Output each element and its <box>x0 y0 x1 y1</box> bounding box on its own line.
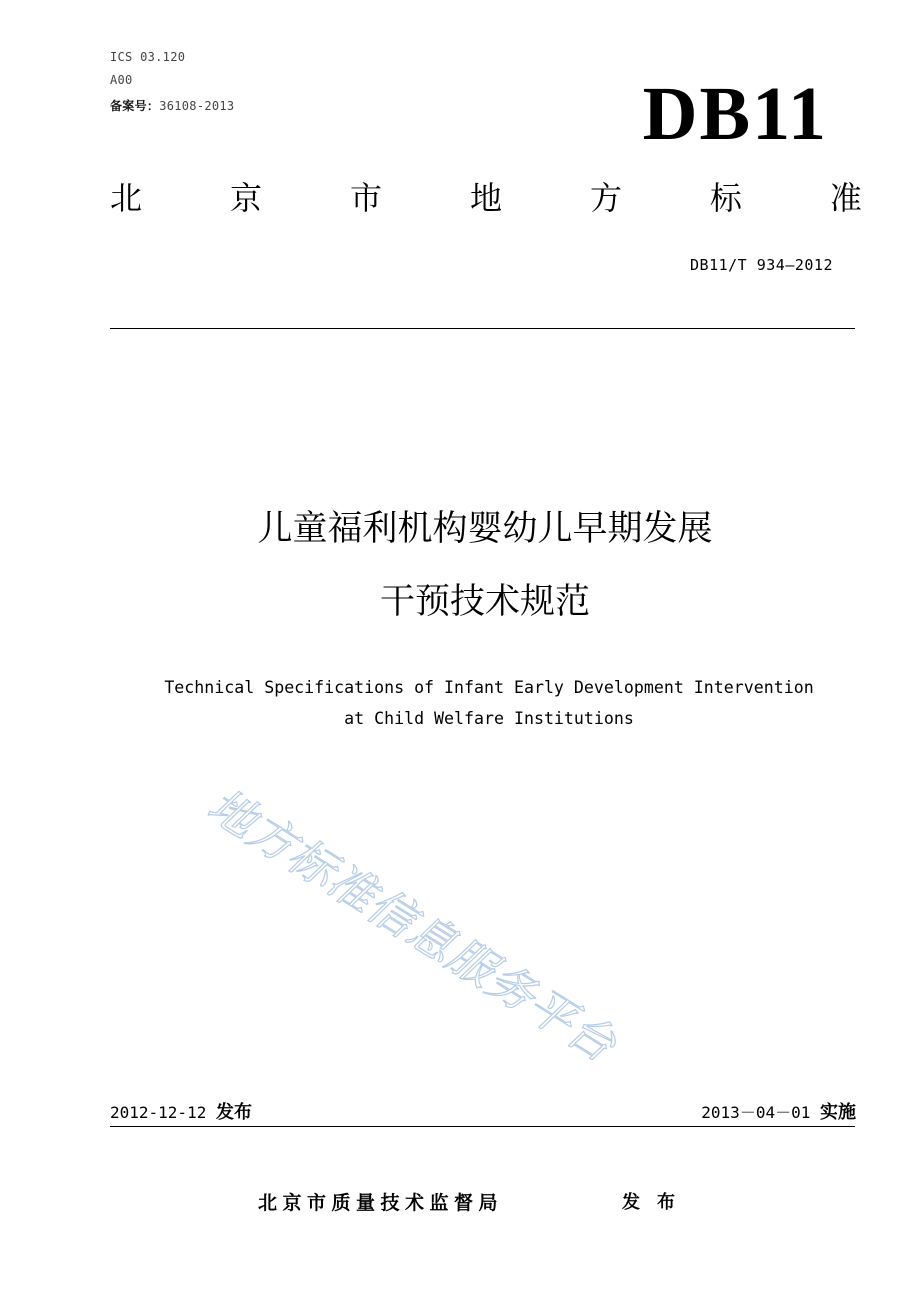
watermark-text: 地方标准信息服务平台 <box>198 777 626 1073</box>
ics-code: ICS 03.120 <box>110 50 186 64</box>
standard-type-char: 方 <box>589 179 622 217</box>
standard-type-char: 北 <box>110 179 143 217</box>
title-english-line-1: Technical Specifications of Infant Early Development Intervention <box>164 678 814 697</box>
standard-number: DB11/T 934—2012 <box>690 256 833 274</box>
record-number-value: 36108-2013 <box>159 99 235 113</box>
record-number-line <box>110 97 234 114</box>
issue-date: 2012-12-12 <box>110 1103 207 1122</box>
title-english-line-2: at Child Welfare Institutions <box>344 709 634 728</box>
standard-type-char: 地 <box>469 179 502 217</box>
implementation-date-line <box>701 1104 856 1122</box>
db-logo-code: DB11 <box>642 72 828 156</box>
issue-date-line <box>110 1104 252 1122</box>
standard-type-char: 市 <box>349 179 382 217</box>
standard-type-heading <box>110 179 862 217</box>
issuing-authority: 北京市质量技术监督局 <box>258 1192 504 1214</box>
bottom-divider <box>110 1126 855 1127</box>
issue-date-label: 发布 <box>215 1102 252 1123</box>
implementation-date: 2013－04－01 <box>701 1103 811 1122</box>
issued-label: 发布 <box>622 1192 692 1213</box>
title-chinese-line-1: 儿童福利机构婴幼儿早期发展 <box>257 509 713 549</box>
standard-type-char: 准 <box>829 179 862 217</box>
standard-type-char: 京 <box>229 179 262 217</box>
title-chinese-line-2: 干预技术规范 <box>379 582 590 622</box>
ccs-code: A00 <box>110 73 133 87</box>
record-number-label: 备案号： <box>110 99 160 113</box>
top-divider <box>110 328 855 329</box>
implementation-date-label: 实施 <box>820 1102 856 1123</box>
standard-type-char: 标 <box>709 179 742 217</box>
